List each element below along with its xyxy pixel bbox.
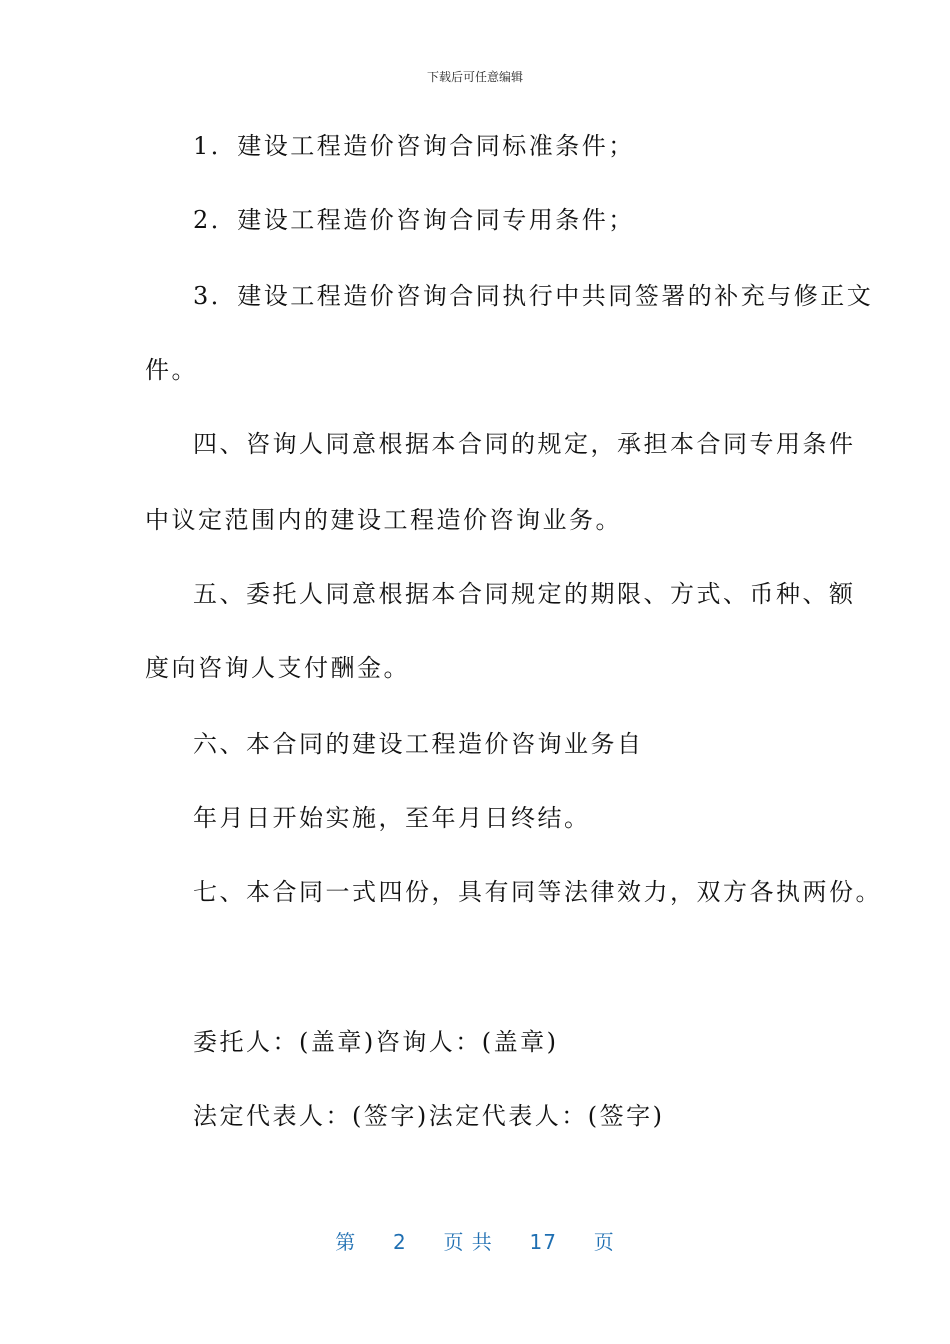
paragraph-line-9: 六、本合同的建设工程造价咨询业务自	[193, 730, 644, 758]
signature-line-seal: 委托人：(盖章)咨询人：(盖章)	[193, 1028, 559, 1056]
footer-total-pages: 17	[529, 1230, 557, 1254]
paragraph-line-1: 1．建设工程造价咨询合同标准条件；	[193, 132, 635, 160]
paragraph-line-8: 度向咨询人支付酬金。	[145, 654, 410, 682]
footer-current-page: 2	[393, 1230, 407, 1254]
signature-line-representative: 法定代表人：(签字)法定代表人：(签字)	[193, 1102, 665, 1130]
paragraph-line-2: 2．建设工程造价咨询合同专用条件；	[193, 206, 635, 234]
page-number-footer	[0, 1226, 950, 1255]
paragraph-line-7: 五、委托人同意根据本合同规定的期限、方式、币种、额	[193, 580, 856, 608]
footer-middle: 页 共	[443, 1230, 493, 1254]
paragraph-line-3: 3．建设工程造价咨询合同执行中共同签署的补充与修正文	[193, 282, 874, 310]
footer-suffix: 页	[593, 1230, 615, 1254]
paragraph-line-4: 件。	[145, 356, 198, 384]
paragraph-line-10: 年月日开始实施，至年月日终结。	[193, 804, 591, 832]
footer-prefix: 第	[335, 1230, 357, 1254]
paragraph-line-11: 七、本合同一式四份，具有同等法律效力，双方各执两份。	[193, 878, 882, 906]
paragraph-line-6: 中议定范围内的建设工程造价咨询业务。	[145, 506, 622, 534]
page-header-note: 下载后可任意编辑	[426, 70, 523, 84]
paragraph-line-5: 四、咨询人同意根据本合同的规定，承担本合同专用条件	[193, 430, 856, 458]
